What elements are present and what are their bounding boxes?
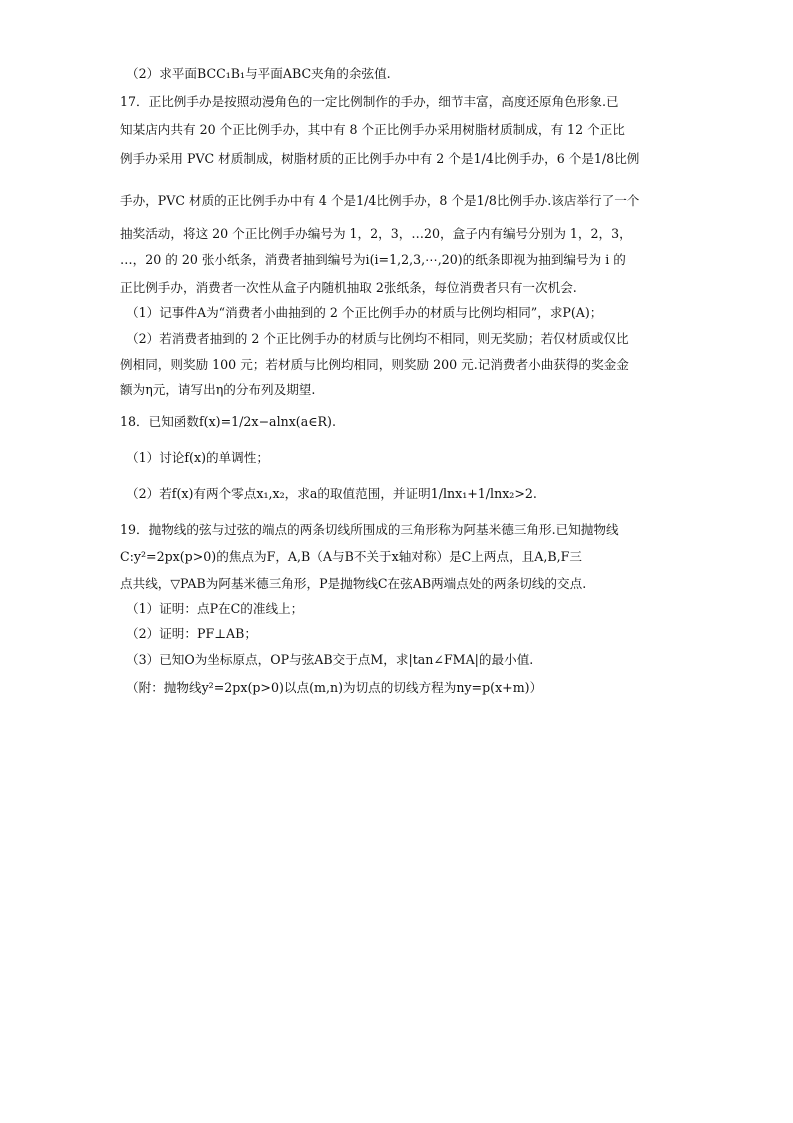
line-text: C:y²=2px(p>0)的焦点为F，A,B（A与B不关于x轴对称）是C上两点，且A,B,F三 [120,549,582,564]
text-line [126,66,391,82]
text-line [120,382,315,398]
line-text: （3）已知O为坐标原点，OP与弦AB交于点M，求|tan∠FMA|的最小值. [126,652,534,667]
line-text: 例相同，则奖励 100 元；若材质与比例均相同，则奖励 200 元.记消费者小曲获得的奖金金 [120,357,629,372]
line-text: 手办，PVC 材质的正比例手办中有 4 个是1/4比例手办，8 个是1/8比例手办.该店举行了一个 [120,193,640,208]
text-line [126,486,537,502]
line-text: 例手办采用 PVC 材质制成，树脂材质的正比例手办中有 2 个是1/4比例手办，6 个是1/8比例 [120,151,640,166]
line-text: （1）证明：点P在C的准线上； [126,601,304,616]
line-text: （附：抛物线y²=2px(p>0)以点(m,n)为切点的切线方程为ny=p(x+m)） [126,680,543,695]
text-line [126,626,257,642]
line-text: 19．抛物线的弦与过弦的端点的两条切线所围成的三角形称为阿基米德三角形.已知抛物线 [120,522,619,537]
text-line [120,522,619,538]
text-line [120,193,639,209]
text-line [120,576,586,592]
text-line [120,94,619,110]
text-line [126,331,629,347]
text-line [120,252,626,268]
text-line [120,280,577,296]
text-line [126,305,602,321]
line-text: （2）若f(x)有两个零点x₁,x₂，求a的取值范围，并证明1/lnx₁+1/lnx₂>2. [126,486,537,501]
text-line [120,549,582,565]
text-line [120,414,336,430]
text-line [120,357,629,373]
line-text: （2）求平面BCC₁B₁与平面ABC夹角的余弦值. [126,66,391,81]
text-line [126,450,269,466]
text-line [126,680,542,696]
line-text: 抽奖活动，将这 20 个正比例手办编号为 1，2，3，…20，盒子内有编号分别为 1，2，3， [120,226,632,241]
line-text: 点共线，▽PAB为阿基米德三角形，P是抛物线C在弦AB两端点处的两条切线的交点. [120,576,587,591]
text-line [126,601,303,617]
line-text: 额为η元，请写出η的分布列及期望. [120,382,316,397]
line-text: 18．已知函数f(x)=1/2x−alnx(a∈R). [120,414,336,429]
line-text: 知某店内共有 20 个正比例手办，其中有 8 个正比例手办采用树脂材质制成，有 12 个正比 [120,122,625,137]
text-line [120,122,625,138]
text-line [120,226,632,242]
line-text: …，20 的 20 张小纸条，消费者抽到编号为i(i=1,2,3,⋯,20)的纸条即视为抽到编号为 i 的 [120,252,626,267]
line-text: 正比例手办，消费者一次性从盒子内随机抽取 2张纸条，每位消费者只有一次机会. [120,280,577,295]
line-text: （2）若消费者抽到的 2 个正比例手办的材质与比例均不相同，则无奖励；若仅材质或仅比 [126,331,629,346]
text-line [120,151,639,167]
line-text: （1）讨论f(x)的单调性； [126,450,269,465]
line-text: （1）记事件A为“消费者小曲抽到的 2 个正比例手办的材质与比例均相同”，求P(A)； [126,305,603,320]
text-line [126,652,533,668]
line-text: （2）证明：PF⊥AB； [126,626,257,641]
line-text: 17．正比例手办是按照动漫角色的一定比例制作的手办，细节丰富，高度还原角色形象.已 [120,94,619,109]
